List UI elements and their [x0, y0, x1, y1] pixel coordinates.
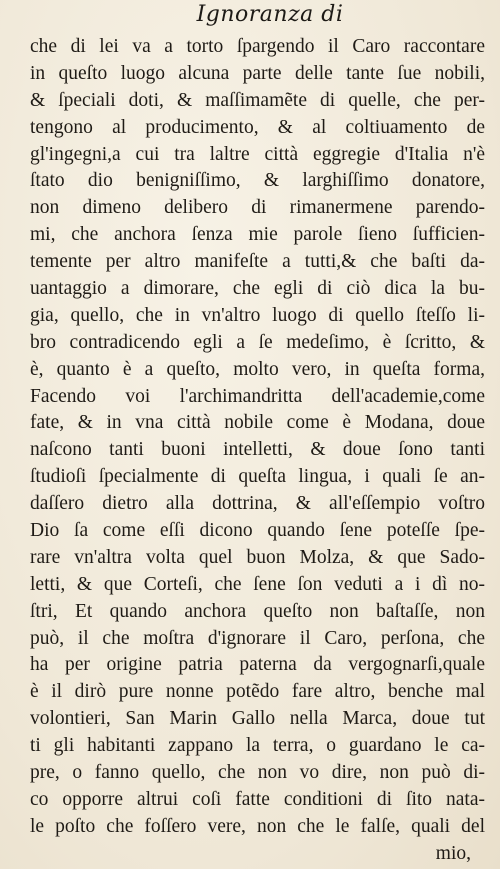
catchword-line: mio,	[435, 842, 471, 864]
text-line: è, quanto è a queſto, molto vero, in queſta forma,	[30, 358, 485, 380]
text-line: ſtudioſi ſpecialmente di queſta lingua, i quali ſe an-	[30, 466, 485, 488]
text-line: è il dirò pure nonne potẽdo fare altro, benche mal	[30, 681, 485, 703]
text-line: ſtato dio benigniſſimo, & larghiſſimo donatore,	[30, 170, 485, 192]
text-line: ſtri, Et quando anchora queſto non baſtaſſe, non	[30, 600, 485, 622]
running-head: Ignoranza di	[196, 2, 344, 27]
text-line: letti, & que Corteſi, che ſene ſon veduti a i dì no-	[30, 573, 485, 595]
text-line: Facendo voi l'archimandritta dell'academie,come	[30, 385, 485, 407]
text-line: in queſto luogo alcuna parte delle tante ſue nobili,	[30, 62, 485, 84]
text-line: Dio ſa come eſſi dicono quando ſene poteſſe ſpe-	[30, 520, 485, 542]
text-line: bro contradicendo egli a ſe medeſimo, è ſcritto, &	[30, 331, 485, 353]
text-line: co opporre altrui coſi fatte conditioni di ſito nata-	[30, 788, 485, 810]
body-text	[30, 34, 485, 868]
text-line: rare vn'altra volta quel buon Molza, & que Sado-	[30, 546, 485, 568]
text-line: le poſto che foſſero vere, non che le falſe, quali del	[30, 815, 485, 837]
text-line: fate, & in vna città nobile come è Modana, doue	[30, 412, 485, 434]
text-line: pre, o fanno quello, che non vo dire, non può di-	[30, 762, 485, 784]
text-line: volontieri, San Marin Gallo nella Marca, doue tut	[30, 708, 485, 730]
text-line: non dimeno delibero di rimanermene parendo-	[30, 197, 485, 219]
text-line: ti gli habitanti zappano la terra, o guardano le ca-	[30, 735, 485, 757]
text-line: daſſero dietro alla dottrina, & all'eſſempio voſtro	[30, 493, 485, 515]
text-line: naſcono tanti buoni intelletti, & doue ſono tanti	[30, 439, 485, 461]
text-line: & ſpeciali doti, & maſſimamẽte di quelle, che per-	[30, 89, 485, 111]
text-line: tengono al producimento, & al coltiuamento de	[30, 116, 485, 138]
text-line: può, il che moſtra d'ignorare il Caro, perſona, che	[30, 627, 485, 649]
text-line: che di lei va a torto ſpargendo il Caro raccontare	[30, 36, 485, 57]
text-line: gia, quello, che in vn'altro luogo di quello ſteſſo li-	[30, 304, 485, 326]
text-line: uantaggio a dimorare, che egli di ciò dica la bu-	[30, 278, 485, 300]
text-line: temente per altro manifeſte a tutti,& che baſti da-	[30, 251, 485, 273]
text-line: mi, che anchora ſenza mie parole ſieno ſufficien-	[30, 224, 485, 246]
text-line: gl'ingegni,a cui tra laltre città eggregie d'Italia n'è	[30, 143, 485, 165]
text-line: ha per origine patria paterna da vergognarſi,quale	[30, 654, 485, 676]
